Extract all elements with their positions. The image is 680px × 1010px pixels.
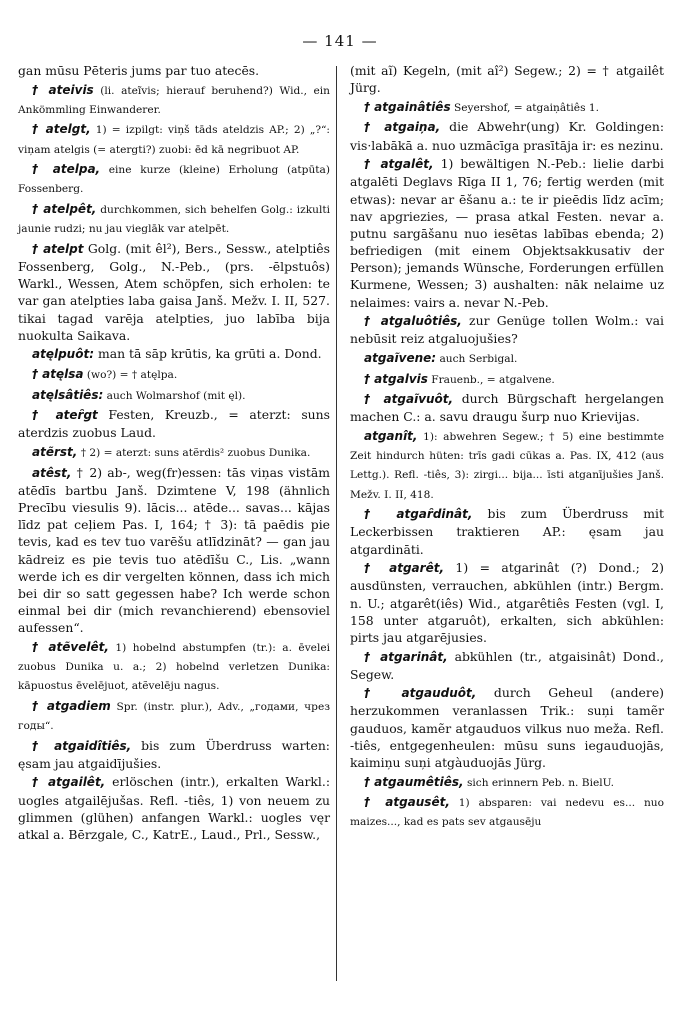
- dictionary-entry: [18, 406, 330, 441]
- dictionary-entry: [350, 312, 664, 347]
- entry-headword: atgaĩvene:: [364, 351, 437, 365]
- entry-text: durchkommen, sich behelfen Golg.: izkulti jaunie rudzi; nu jau vieglāk var atelpēt.: [18, 204, 330, 236]
- entry-headword: † atgailêt,: [32, 775, 106, 790]
- entry-headword: † atgaȓdinât,: [364, 507, 473, 522]
- entry-text: bis zum Überdruss warten: ęsam jau atgaidījušies.: [18, 737, 330, 771]
- entry-headword: † atgaluôtiês,: [364, 314, 462, 329]
- entry-headword: † atẽvelêt,: [32, 639, 109, 654]
- entry-text: Frauenb., = atgalvene.: [427, 373, 555, 386]
- entry-headword: atêst,: [32, 465, 72, 480]
- left-column: [18, 62, 330, 845]
- dictionary-entry: [350, 155, 664, 310]
- entry-text: 1) bewältigen N.-Peb.: lielie darbi atgalēti Deglavs Rīga II 1, 76; fertig werden (mit etwas): nevar ar ēšanu a.: te ir pieēdis līdz acīm; nav apgriezies, — prasa atkal Festen. nevar a. putnu sargāšanu nuo iesētas labības ebenda; 2) befriedigen (mit einem Objektsakkusativ der Person); jemands Wünsche, Forderungen erfüllen Kurmene, Wessen; 3) aushalten: nāk nelaime uz nelaimes: vairs a. nevar N.-Peb.: [350, 156, 664, 310]
- dictionary-entry: [18, 638, 330, 695]
- entry-text: (wo?) = † atęlpa.: [83, 369, 178, 381]
- entry-headword: † atelgt,: [32, 122, 91, 137]
- dictionary-entry: [18, 386, 330, 405]
- dictionary-entry: [350, 370, 664, 389]
- entry-text: eine kurze (kleine) Erholung (atpūta) Fossenberg.: [18, 164, 330, 196]
- dictionary-entry: [18, 120, 330, 158]
- entry-text: Spr. (instr. plur.), Adv., „годами, чрез годы“.: [18, 700, 330, 732]
- entry-headword: † ateivis: [32, 82, 94, 97]
- dictionary-entry: [18, 81, 330, 119]
- entry-text: bis zum Überdruss mit Leckerbissen traktieren AP.: ęsam jau atgardināti.: [350, 506, 665, 557]
- entry-text: Golg. (mit êl²), Bers., Sessw., atelptiês Fossenberg, Golg., N.-Peb., (prs. -ēlpstuôs) Warkl., Wessen, Atem schöpfen, sich erholen: te var gan atelpties laba gaisa Janš. Mežv. I. II, 527. tikai tagad varēja atelpties, juo labība bija nuokulta Saikava.: [18, 240, 330, 343]
- entry-text: 1) hobelnd abstumpfen (tr.): a. ēvelei zuobus Dunika u. a.; 2) hobelnd verletzen Dunika: kāpuostus ēvelējuot, atẽvelēju nagus.: [18, 641, 330, 693]
- entry-headword: † atgauduôt,: [364, 686, 477, 701]
- entry-headword: † atelpt: [32, 241, 84, 256]
- dictionary-entry: [18, 773, 330, 843]
- entry-text: die Abwehr(ung) Kr. Goldingen: vis·labākā a. nuo uzmācīga prasītāja ir: es nezinu.: [350, 119, 665, 153]
- entry-headword: † atgalêt,: [364, 157, 434, 172]
- entry-headword: † atgaidîtiês,: [32, 738, 132, 753]
- dictionary-entry: [350, 390, 664, 425]
- entry-text: durch Bürgschaft hergelangen machen C.: a. savu draugu šurp nuo Krievijas.: [350, 391, 664, 425]
- entry-headword: † atgarinât,: [364, 649, 448, 664]
- entry-headword: atẽrst,: [32, 445, 78, 460]
- dictionary-entry: [350, 505, 664, 557]
- entry-headword: † atelpa,: [32, 162, 101, 177]
- entry-text: 1) absparen: vai nedevu es... nuo maizes..., kad es pats sev atgausēju: [350, 797, 664, 829]
- dictionary-entry: [18, 464, 330, 637]
- dictionary-entry: [350, 648, 664, 683]
- entry-text: Festen, Kreuzb., = aterzt: suns aterdzis zuobus Laud.: [18, 407, 330, 441]
- dictionary-entry: [18, 160, 330, 198]
- dictionary-entry: [350, 559, 664, 646]
- dictionary-entry: [350, 773, 664, 792]
- page-number: — 141 —: [302, 32, 378, 50]
- entry-text: zur Genüge tollen Wolm.: vai nebūsit reiz atgaluojušies?: [350, 313, 664, 347]
- dictionary-entry: [350, 349, 664, 368]
- entry-headword: † atgausêt,: [364, 795, 450, 810]
- dictionary-entry: [350, 427, 664, 504]
- entry-text: † 2) = aterzt: suns atẽrdis² zuobus Dunika.: [77, 447, 311, 460]
- entry-text: auch Serbigal.: [436, 353, 518, 365]
- dictionary-entry: [18, 240, 330, 344]
- entry-headword: † atgaumêtiês,: [364, 774, 464, 789]
- entry-text: Seyershof, = atgaiņâtiês 1.: [450, 101, 599, 114]
- entry-headword: † atgainâtiês: [364, 99, 451, 114]
- dictionary-entry: [18, 62, 330, 79]
- right-column: [350, 62, 664, 833]
- entry-text: 1) = izpilgt: viņš tāds ateldzis AP.; 2) „?“: viņam atelgis (= atergti?) zuobi: ēd kā negribuot AP.: [18, 124, 330, 156]
- entry-headword: atęlpuôt:: [32, 347, 94, 362]
- entry-text: erlöschen (intr.), erkalten Warkl.: uogles atgailējušas. Refl. -tiês, 1) von neuem zu glimmen (glühen) anfangen Warkl.: uogles vęr atkal a. Bērzgale, C., KatrE., Laud., Prl., Sessw.,: [18, 774, 330, 842]
- dictionary-entry: [350, 62, 664, 96]
- entry-text: (li. ateĩvis; hierauf beruhend?) Wid., ein Ankömmling Einwanderer.: [18, 84, 330, 116]
- dictionary-entry: [350, 793, 664, 831]
- dictionary-entry: [350, 684, 664, 771]
- dictionary-entry: [18, 737, 330, 772]
- dictionary-entry: [18, 443, 330, 462]
- entry-headword: † atgalvis: [364, 371, 428, 386]
- entry-headword: atęlsâtiês:: [32, 387, 104, 402]
- entry-headword: † ateȓgt: [32, 408, 98, 423]
- entry-text: (mit aĩ) Kegeln, (mit aî²) Segew.; 2) = † atgailêt Jürg.: [350, 63, 664, 96]
- entry-headword: atganît,: [364, 429, 418, 444]
- entry-text: 1) = atgarinât (?) Dond.; 2) ausdünsten, verrauchen, abkühlen (intr.) Bergm. n. U.; atgarêt(iês) Wid., atgarêtiês Festen (vgl. I, 158 unter atgaruôt), erkalten, sich abkühlen: pirts jau atgarējusies.: [350, 560, 664, 645]
- entry-text: durch Geheul (andere) herzukommen veranlassen Trik.: suņi tamẽr gauduos, kamẽr atgauduos vilkus nuo meža. Refl. -tiês, entgegenheulen: mūsu suns iegauduojās, kaimiņu suņi atgàuduojās Jürg.: [350, 685, 664, 770]
- entry-text: sich erinnern Peb. n. BielU.: [463, 776, 614, 789]
- entry-text: man tā sāp krūtis, ka grūti a. Dond.: [94, 346, 322, 362]
- dictionary-entry: [350, 118, 664, 153]
- entry-text: auch Wolmarshof (mit ęl).: [103, 389, 246, 402]
- entry-headword: † atgarêt,: [364, 561, 445, 576]
- entry-text: † 2) ab-, weg(fr)essen: tās viņas vistām atēdīs bartbu Janš. Dzimtene V, 198 (ähnlich Precību viesulis 9). lācis... atēde... savas... kājas līdz pat ceļiem Pas. I, 164; † 3): tā paēdis pie tevis, kad es tev tuo varēšu atlīdzināt? — gan jau kādreiz es pie tevis tuo atēdīšu C., Lis. „wann werde ich es dir vergelten können, dass ich mich bei dir so satt gegessen habe? Ich werde schon einmal bei dir (mich revanchierend) ebensoviel aufessen“.: [18, 464, 330, 636]
- dictionary-entry: [18, 697, 330, 735]
- dictionary-entry: [18, 345, 330, 363]
- entry-text: abkühlen (tr., atgaisinât) Dond., Segew.: [350, 648, 664, 682]
- entry-headword: † atelpêt,: [32, 202, 97, 217]
- entry-text: 1): abwehren Segew.; † 5) eine bestimmte Zeit hindurch hüten: trīs gadi cūkas a. Pas. IX, 412 (aus Lettg.). Refl. -tiês, 3): zirgi... bija... īsti atganījušies Janš. Mežv. I. II, 418.: [350, 431, 664, 501]
- entry-headword: † atgaĩvuôt,: [364, 392, 454, 407]
- dictionary-entry: [18, 200, 330, 238]
- entry-text: gan mūsu Pēteris jums par tuo atecēs.: [18, 63, 260, 78]
- dictionary-entry: [18, 365, 330, 384]
- entry-headword: † atgaiņa,: [364, 120, 441, 135]
- column-divider: [336, 66, 337, 981]
- entry-headword: † atęlsa: [32, 367, 84, 381]
- entry-headword: † atgadiem: [32, 698, 111, 713]
- dictionary-entry: [350, 98, 664, 117]
